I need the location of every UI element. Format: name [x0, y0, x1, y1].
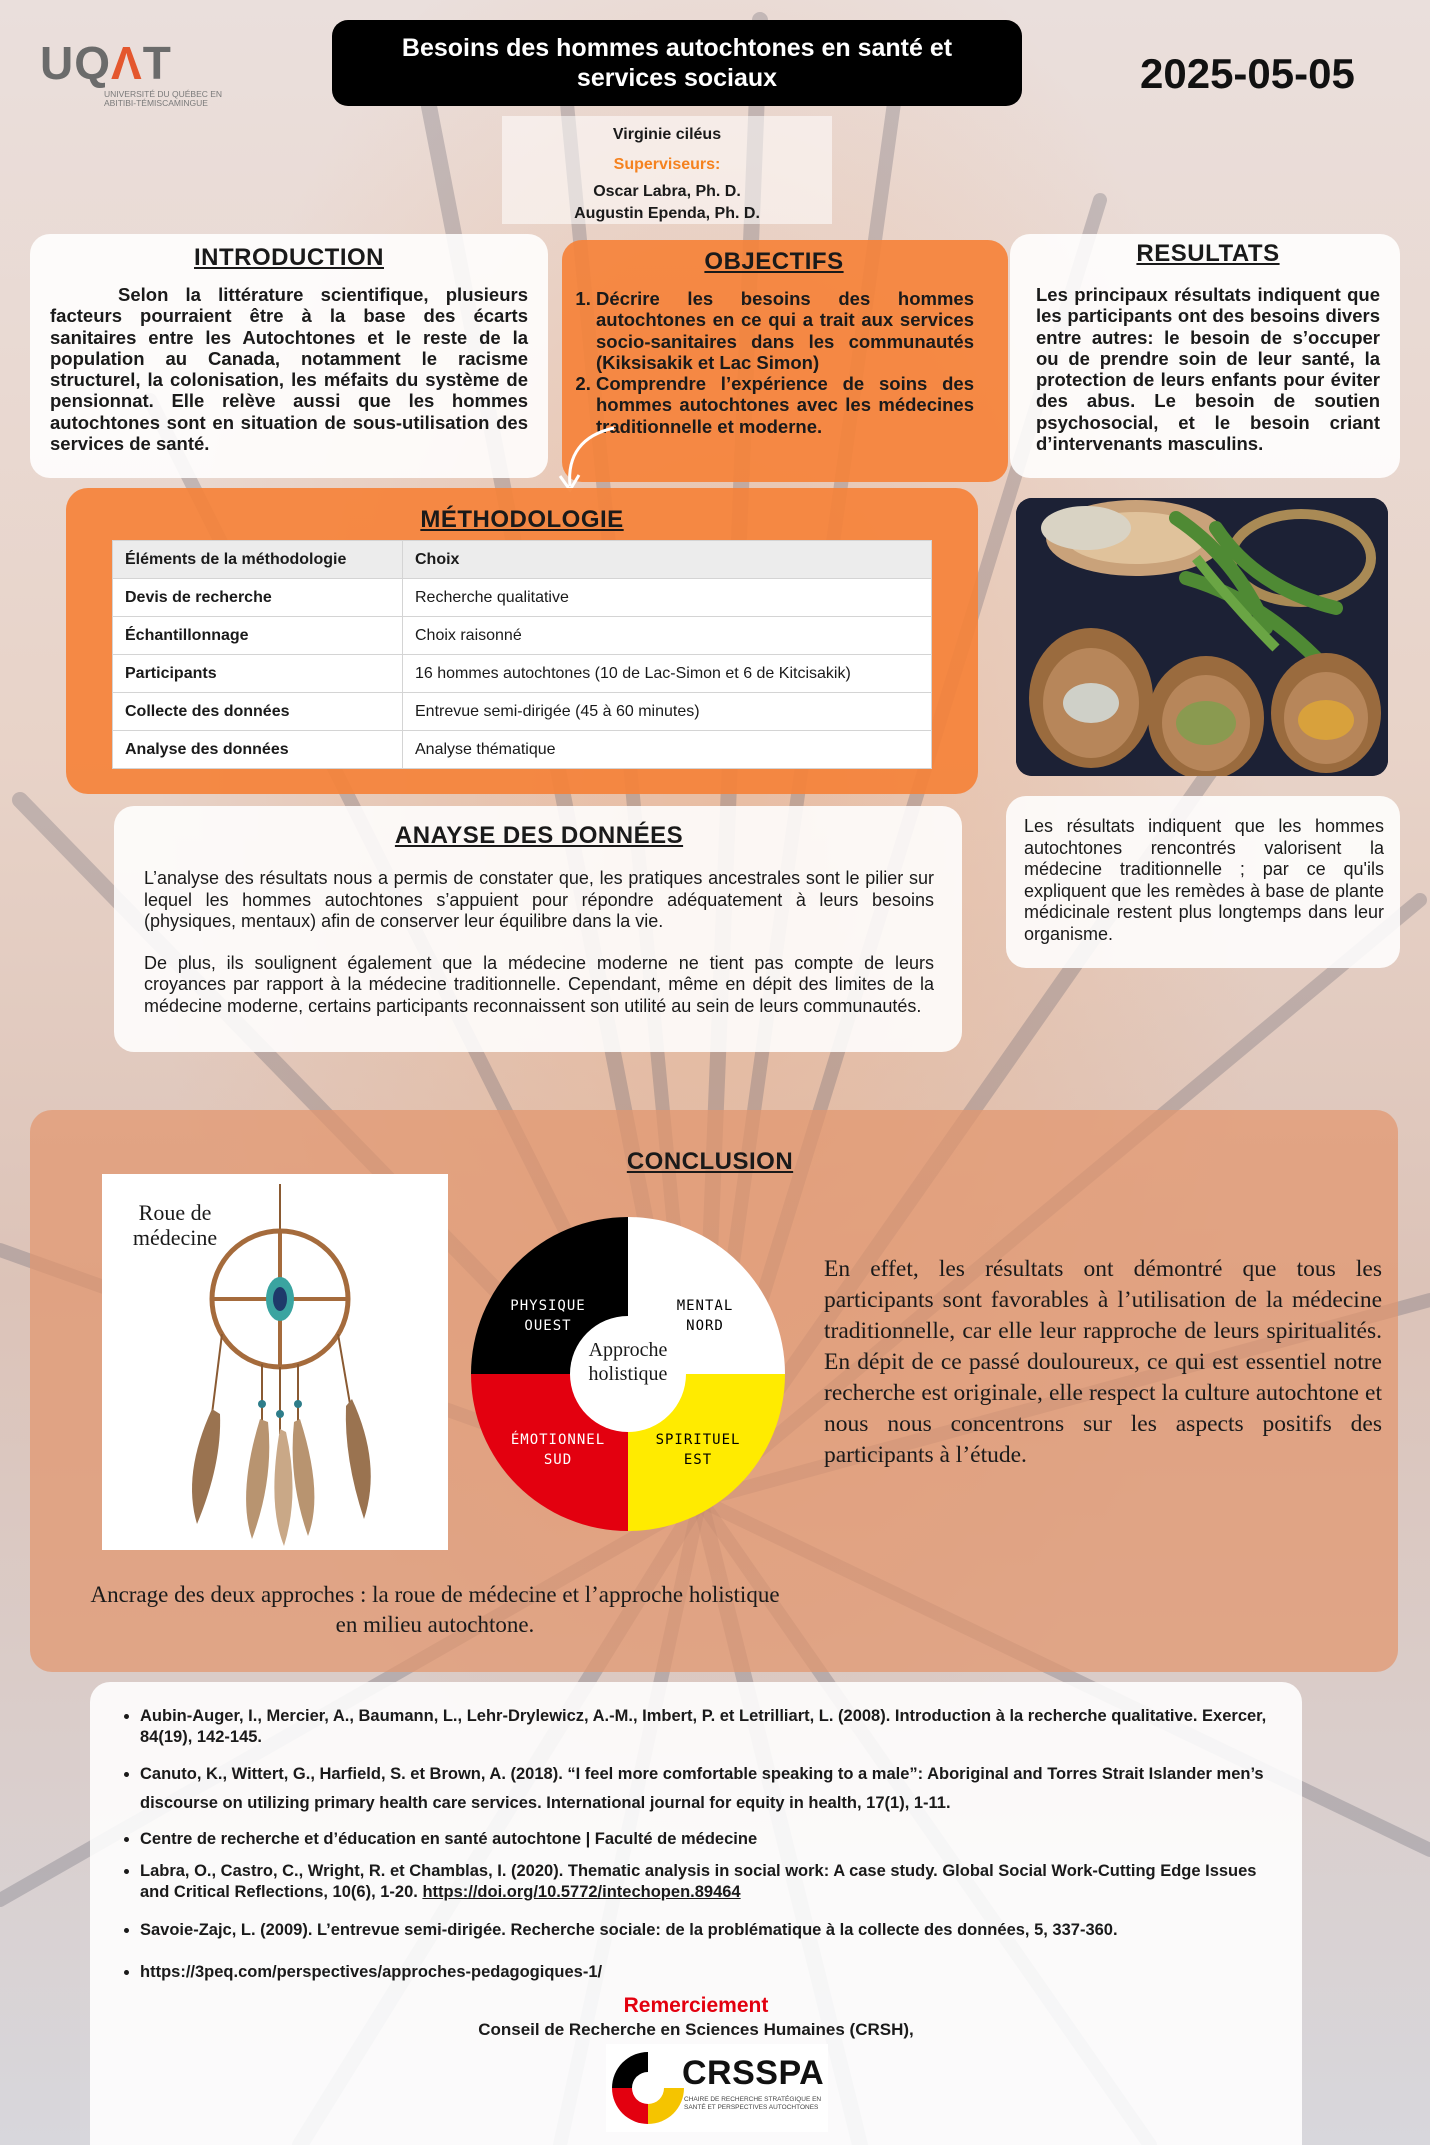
conclusion-heading: CONCLUSION [626, 1148, 794, 1175]
introduction-card [30, 234, 548, 478]
results-side-text: Les résultats indiquent que les hommes autochtones rencontrés valorisent la médecine traditionnelle ; par ce qu'ils expliquent que les remèdes à base de plante médicinale restent plus longtemps dans leur organisme. [1024, 816, 1384, 944]
table-row [113, 655, 932, 693]
wheel-label: Roue de médecine [132, 1200, 218, 1251]
acknowledgement-text: Conseil de Recherche en Sciences Humaines (CRSH), [478, 2020, 914, 2039]
results-card [1010, 234, 1400, 478]
table-cell: Analyse thématique [403, 731, 932, 769]
conclusion-caption: Ancrage des deux approches : la roue de médecine et l’approche holistique en milieu autochtone. [90, 1582, 780, 1638]
reference-item: • Centre de recherche et d’éducation en santé autochtone | Faculté de médecine [140, 1829, 1278, 1850]
supervisor-1: Oscar Labra, Ph. D. [593, 183, 741, 201]
results-text: Les principaux résultats indiquent que les participants ont des besoins divers entre autres: le besoin de s’occuper ou de prendre soin de leur santé, la protection de leurs enfants pour éviter des abus. Le besoin de soutien psychosocial, et le besoin criant d’intervenants masculins. [1036, 284, 1380, 454]
table-cell: Collecte des données [113, 693, 403, 731]
quadrant-label: SPIRITUEL [655, 1432, 741, 1448]
quadrant-label: OUEST [524, 1318, 572, 1334]
table-header-cell: Choix [403, 541, 932, 579]
supervisors-label: Superviseurs: [613, 155, 721, 173]
conclusion-section [30, 1110, 1398, 1672]
quadrant-label: NORD [686, 1318, 724, 1334]
table-cell: Participants [113, 655, 403, 693]
references-list [114, 1706, 1278, 1983]
objective-item-1: 1. Décrire les besoins des hommes autochtones en ce qui a trait aux services socio-sanitaires dans les communautés (Kiksisakik et Lac Simon) [596, 288, 974, 373]
table-row [113, 731, 932, 769]
crsspa-logo-subtitle: CHAIRE DE RECHERCHE STRATÉGIQUE EN SANTÉ ET PERSPECTIVES AUTOCHTONES [684, 2096, 822, 2111]
table-cell: Entrevue semi-dirigée (45 à 60 minutes) [403, 693, 932, 731]
objectives-list [574, 288, 974, 437]
dreamcatcher-illustration [102, 1174, 448, 1550]
table-row [113, 579, 932, 617]
methodology-heading: MÉTHODOLOGIE [420, 506, 624, 533]
analysis-paragraph-2: De plus, ils soulignent également que la médecine moderne ne tient pas compte de leurs croyances par rapport à la médecine traditionnelle. Cependant, même en dépit des limites de la médecine moderne, certains participants reconnaissent son utilité au sein de leurs communautés. [144, 952, 934, 1016]
references-card [90, 1682, 1302, 2145]
crsspa-logo-circle [608, 2048, 688, 2128]
methodology-table [112, 540, 932, 769]
analysis-card [114, 806, 962, 1052]
objectives-heading: OBJECTIFS [704, 248, 844, 275]
reference-doi-link[interactable]: https://doi.org/10.5772/intechopen.89464 [422, 1882, 741, 1901]
table-cell: 16 hommes autochtones (10 de Lac-Simon et 6 de Kitcisakik) [403, 655, 932, 693]
reference-item [140, 1861, 1278, 1902]
authors-block [502, 116, 832, 224]
objective-item-2: 2. Comprendre l’expérience de soins des hommes autochtones avec les médecines traditionnelle et moderne. [596, 373, 974, 437]
poster-title: Besoins des hommes autochtones en santé et services sociaux [332, 20, 1022, 106]
medicinal-plants-image [1016, 498, 1388, 776]
uqat-logo [40, 37, 250, 109]
results-heading: RESULTATS [1136, 240, 1280, 267]
table-row [113, 617, 932, 655]
table-cell: Choix raisonné [403, 617, 932, 655]
reference-item: • Savoie-Zajc, L. (2009). L’entrevue semi-dirigée. Recherche sociale: de la problématique à la collecte des données, 5, 337-360. [140, 1920, 1278, 1941]
table-cell: Analyse des données [113, 731, 403, 769]
quadrant-label: EST [683, 1452, 713, 1468]
quadrant-label: PHYSIQUE [510, 1298, 586, 1314]
crsspa-logo-text: CRSSPA [682, 2054, 825, 2092]
plants-illustration [1016, 498, 1388, 776]
analysis-paragraph-1: L’analyse des résultats nous a permis de constater que, les pratiques ancestrales sont le pilier sur lequel les hommes autochtones s’appuient pour répondre adéquatement à leurs besoins (physiques, mentaux) afin de conserver leur équilibre dans la vie. [144, 868, 934, 932]
table-cell: Recherche qualitative [403, 579, 932, 617]
reference-item: • Canuto, K., Wittert, G., Harfield, S. et Brown, A. (2018). “I feel more comfortable speaking to a male”: Aboriginal and Torres Strait Islander men’s discourse on utilizing primary health care services. International journal for equity in health, 17(1), 1-11. [140, 1760, 1278, 1818]
introduction-text: Selon la littérature scientifique, plusieurs facteurs pourraient être à la base des écarts sanitaires entre les Autochtones et le reste de la population au Canada, notamment le racisme structurel, la colonisation, les méfaits du système de pensionnat. Elle relève aussi que les hommes autochtones sont en situation de sous-utilisation des services de santé. [50, 284, 528, 454]
conclusion-text: En effet, les résultats ont démontré que tous les participants sont favorables à l’utilisation de la médecine traditionnelle, car elle leur rapproche de leurs spiritualités. En dépit de ce passé douloureux, ce qui est essentiel notre recherche est originale, elle respect la culture autochtone et nous nous concentrons sur les aspects positifs des participants à l’étude. [824, 1256, 1382, 1469]
crsspa-logo [606, 2044, 828, 2132]
supervisor-2: Augustin Ependa, Ph. D. [574, 204, 760, 222]
circle-center-label: Approche holistique [588, 1339, 668, 1385]
acknowledgement-label: Remerciement [623, 1994, 769, 2017]
medicine-wheel-image [102, 1174, 448, 1550]
author-name: Virginie ciléus [612, 126, 722, 143]
quadrant-label: ÉMOTIONNEL [510, 1432, 606, 1448]
objectives-card [562, 240, 1008, 482]
logo-subtitle: UNIVERSITÉ DU QUÉBEC EN ABITIBI-TÉMISCAMINGUE [104, 89, 223, 109]
logo-text: UQΛT [40, 37, 172, 89]
results-side-card [1006, 796, 1400, 968]
analysis-heading: ANAYSE DES DONNÉES [394, 822, 684, 849]
introduction-heading: INTRODUCTION [194, 244, 384, 271]
reference-item: • Aubin-Auger, I., Mercier, A., Baumann, L., Lehr-Drylewicz, A.-M., Imbert, P. et Letrilliart, L. (2008). Introduction à la recherche qualitative. Exercer, 84(19), 142-145. [140, 1706, 1278, 1749]
reference-text: Labra, O., Castro, C., Wright, R. et Chamblas, I. (2020). Thematic analysis in social work: A case study. Global Social Work-Cutting Edge Issues and Critical Reflections, 10(6), 1-20. [140, 1862, 1257, 1901]
quadrant-label: MENTAL [676, 1298, 734, 1314]
table-header-row [113, 541, 932, 579]
table-cell: Échantillonnage [113, 617, 403, 655]
table-cell: Devis de recherche [113, 579, 403, 617]
reference-item[interactable]: • https://3peq.com/perspectives/approches-pedagogiques-1/ [140, 1962, 1278, 1983]
poster-date: 2025-05-05 [1140, 50, 1355, 97]
table-header-cell: Éléments de la méthodologie [113, 541, 403, 579]
table-row [113, 693, 932, 731]
quadrant-label: SUD [543, 1452, 573, 1468]
methodology-card [66, 488, 978, 794]
